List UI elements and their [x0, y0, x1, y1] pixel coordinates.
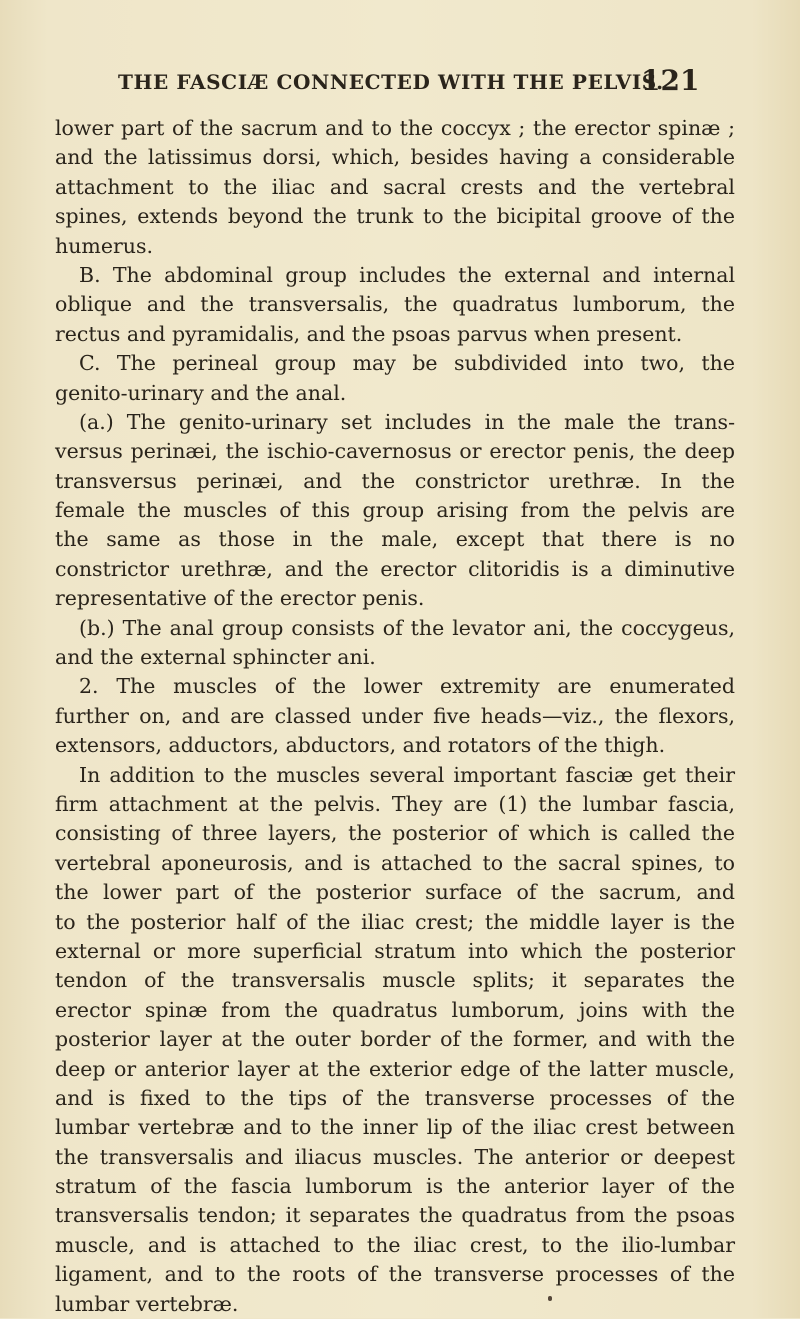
text-line: the same as those in the male, except that there is no — [55, 527, 735, 552]
text-line: and the external sphincter ani. — [55, 645, 376, 670]
text-line: and is fixed to the tips of the transverse processes of the — [55, 1085, 735, 1110]
text-line: lower part of the sacrum and to the coccyx ; the erector spinæ ; — [55, 116, 735, 140]
text-line: 2. The muscles of the lower extremity are enumerated — [79, 674, 735, 699]
page-header — [0, 66, 800, 100]
running-head: THE FASCIÆ CONNECTED WITH THE PELVIS. — [118, 70, 664, 94]
text-line: transversalis tendon; it separates the quadratus from the psoas — [55, 1203, 735, 1228]
text-line: consisting of three layers, the posterior of which is called the — [55, 821, 735, 846]
text-line: external or more superficial stratum into which the posterior — [55, 938, 735, 963]
body-text — [55, 114, 735, 1319]
text-line: spines, extends beyond the trunk to the bicipital groove of the — [55, 204, 735, 229]
text-line: tendon of the transversalis muscle splits; it separates the — [55, 968, 735, 993]
text-line: attachment to the iliac and sacral crests and the vertebral — [55, 174, 735, 199]
text-line: to the posterior half of the iliac crest; the middle layer is the — [55, 909, 735, 934]
text-line: rectus and pyramidalis, and the psoas parvus when present. — [55, 321, 683, 346]
text-line: muscle, and is attached to the iliac crest, to the ilio-lumbar — [55, 1232, 735, 1257]
text-line: humerus. — [55, 233, 154, 258]
text-line: vertebral aponeurosis, and is attached to the sacral spines, to — [55, 850, 735, 875]
text-line: further on, and are classed under five heads—viz., the flexors, — [55, 703, 735, 728]
text-line: and the latissimus dorsi, which, besides having a considerable — [55, 145, 735, 170]
text-line: posterior layer at the outer border of the former, and with the — [55, 1027, 735, 1052]
text-line: ligament, and to the roots of the transverse processes of the — [55, 1262, 735, 1287]
text-line: erector spinæ from the quadratus lumborum, joins with the — [55, 997, 735, 1022]
text-line: genito-urinary and the anal. — [55, 380, 347, 405]
text-line: C. The perineal group may be subdivided into two, the — [79, 351, 735, 376]
text-line: the transversalis and iliacus muscles. The anterior or deepest — [55, 1144, 735, 1169]
text-line: lumbar vertebræ. — [55, 1291, 239, 1316]
text-line: (b.) The anal group consists of the levator ani, the coccygeus, — [79, 615, 735, 640]
text-line: deep or anterior layer at the exterior edge of the latter muscle, — [55, 1056, 735, 1081]
ink-speck — [548, 1296, 552, 1301]
page-number: 121 — [641, 64, 700, 97]
text-line: the lower part of the posterior surface of the sacrum, and — [55, 880, 735, 905]
text-line: stratum of the fascia lumborum is the anterior layer of the — [55, 1174, 735, 1199]
text-line: representative of the erector penis. — [55, 586, 425, 611]
text-line: oblique and the transversalis, the quadratus lumborum, the — [55, 292, 735, 317]
text-line: firm attachment at the pelvis. They are (1) the lumbar fascia, — [55, 791, 735, 816]
text-line: lumbar vertebræ and to the inner lip of the iliac crest between — [55, 1115, 735, 1140]
text-line: versus perinæi, the ischio-cavernosus or erector penis, the deep — [55, 439, 735, 464]
text-line: transversus perinæi, and the constrictor urethræ. In the — [55, 468, 735, 493]
text-line: constrictor urethræ, and the erector clitoridis is a diminutive — [55, 556, 735, 581]
text-line: In addition to the muscles several important fasciæ get their — [79, 762, 735, 787]
text-line: B. The abdominal group includes the external and internal — [79, 262, 735, 287]
text-line: (a.) The genito-urinary set includes in the male the trans- — [79, 409, 735, 434]
text-line: extensors, adductors, abductors, and rotators of the thigh. — [55, 733, 666, 758]
text-line: female the muscles of this group arising from the pelvis are — [55, 498, 735, 523]
